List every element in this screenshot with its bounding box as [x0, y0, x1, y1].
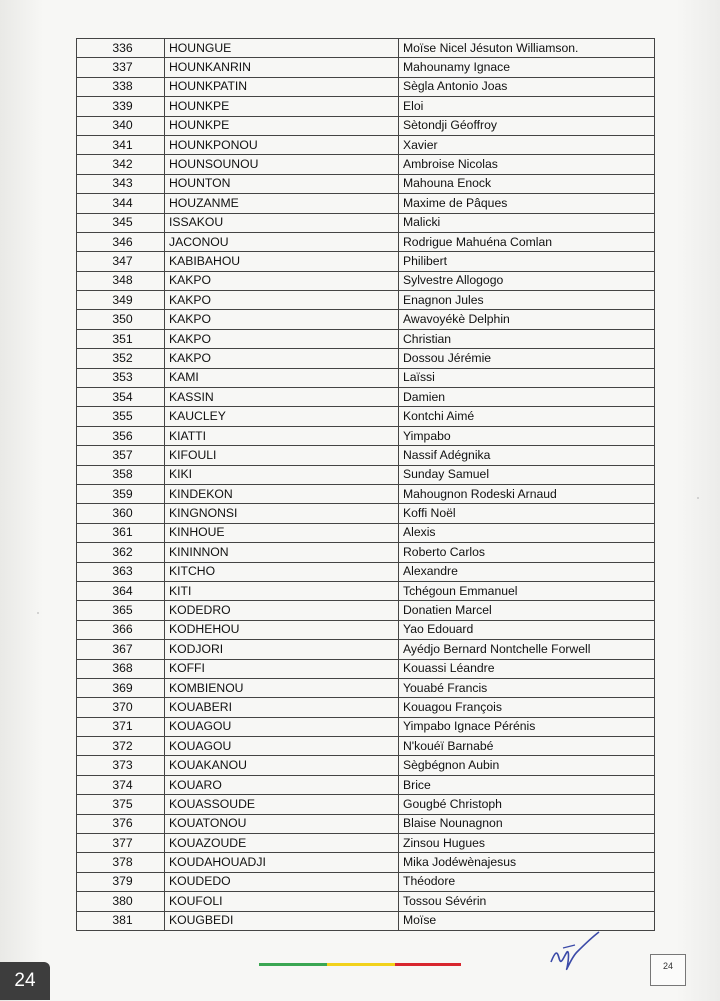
- surname-cell: HOUNKPE: [165, 116, 399, 135]
- surname-cell: KINHOUE: [165, 523, 399, 542]
- table-row: [77, 446, 655, 465]
- given-names-cell: Philibert: [399, 252, 655, 271]
- table-row: [77, 872, 655, 891]
- table-row: [77, 329, 655, 348]
- given-names-cell: Moïse Nicel Jésuton Williamson.: [399, 39, 655, 58]
- viewer-page-badge[interactable]: [0, 962, 50, 1000]
- given-names-cell: Awavoyékè Delphin: [399, 310, 655, 329]
- table-row: [77, 892, 655, 911]
- given-names-cell: Kontchi Aimé: [399, 407, 655, 426]
- table-row: [77, 58, 655, 77]
- surname-cell: KOUATONOU: [165, 814, 399, 833]
- row-number-cell: 350: [77, 310, 165, 329]
- paper-speck: [37, 612, 39, 614]
- surname-cell: KAKPO: [165, 291, 399, 310]
- table-row: [77, 388, 655, 407]
- given-names-cell: Roberto Carlos: [399, 543, 655, 562]
- given-names-cell: N'kouéï Barnabé: [399, 737, 655, 756]
- given-names-cell: Brice: [399, 775, 655, 794]
- signature-mark: [543, 928, 603, 978]
- given-names-cell: Malicki: [399, 213, 655, 232]
- surname-cell: KOFFI: [165, 659, 399, 678]
- row-number-cell: 381: [77, 911, 165, 930]
- row-number-cell: 344: [77, 194, 165, 213]
- table-row: [77, 523, 655, 542]
- surname-cell: KITI: [165, 581, 399, 600]
- roster-body: [77, 39, 655, 931]
- given-names-cell: Rodrigue Mahuéna Comlan: [399, 232, 655, 251]
- paper-speck: [697, 497, 699, 499]
- row-number-cell: 363: [77, 562, 165, 581]
- given-names-cell: Sètondji Géoffroy: [399, 116, 655, 135]
- row-number-cell: 340: [77, 116, 165, 135]
- given-names-cell: Maxime de Pâques: [399, 194, 655, 213]
- given-names-cell: Zinsou Hugues: [399, 834, 655, 853]
- row-number-cell: 376: [77, 814, 165, 833]
- surname-cell: KODEDRO: [165, 601, 399, 620]
- given-names-cell: Gougbé Christoph: [399, 795, 655, 814]
- row-number-cell: 343: [77, 174, 165, 193]
- surname-cell: HOUZANME: [165, 194, 399, 213]
- row-number-cell: 374: [77, 775, 165, 794]
- surname-cell: KOUAGOU: [165, 737, 399, 756]
- surname-cell: KOUGBEDI: [165, 911, 399, 930]
- row-number-cell: 362: [77, 543, 165, 562]
- surname-cell: KAMI: [165, 368, 399, 387]
- surname-cell: KOUDAHOUADJI: [165, 853, 399, 872]
- row-number-cell: 377: [77, 834, 165, 853]
- surname-cell: KOUABERI: [165, 698, 399, 717]
- surname-cell: KASSIN: [165, 388, 399, 407]
- row-number-cell: 347: [77, 252, 165, 271]
- surname-cell: KOUFOLI: [165, 892, 399, 911]
- table-row: [77, 853, 655, 872]
- surname-cell: JACONOU: [165, 232, 399, 251]
- surname-cell: HOUNKPE: [165, 97, 399, 116]
- page-number-box: [650, 954, 686, 986]
- table-row: [77, 271, 655, 290]
- row-number-cell: 336: [77, 39, 165, 58]
- table-row: [77, 97, 655, 116]
- flag-stripe-green: [259, 963, 327, 966]
- table-row: [77, 116, 655, 135]
- surname-cell: KAKPO: [165, 310, 399, 329]
- page-number: 24: [662, 961, 673, 971]
- given-names-cell: Alexis: [399, 523, 655, 542]
- row-number-cell: 342: [77, 155, 165, 174]
- row-number-cell: 355: [77, 407, 165, 426]
- row-number-cell: 345: [77, 213, 165, 232]
- row-number-cell: 354: [77, 388, 165, 407]
- row-number-cell: 372: [77, 737, 165, 756]
- flag-stripe-red: [395, 963, 461, 966]
- row-number-cell: 339: [77, 97, 165, 116]
- surname-cell: KININNON: [165, 543, 399, 562]
- surname-cell: KODHEHOU: [165, 620, 399, 639]
- surname-cell: KIFOULI: [165, 446, 399, 465]
- surname-cell: KOUAZOUDE: [165, 834, 399, 853]
- given-names-cell: Mika Jodéwènajesus: [399, 853, 655, 872]
- row-number-cell: 368: [77, 659, 165, 678]
- table-row: [77, 135, 655, 154]
- table-row: [77, 213, 655, 232]
- surname-cell: HOUNSOUNOU: [165, 155, 399, 174]
- row-number-cell: 349: [77, 291, 165, 310]
- row-number-cell: 359: [77, 484, 165, 503]
- row-number-cell: 380: [77, 892, 165, 911]
- row-number-cell: 379: [77, 872, 165, 891]
- table-row: [77, 717, 655, 736]
- table-row: [77, 737, 655, 756]
- table-row: [77, 504, 655, 523]
- table-row: [77, 426, 655, 445]
- table-row: [77, 562, 655, 581]
- table-row: [77, 465, 655, 484]
- table-row: [77, 407, 655, 426]
- table-row: [77, 252, 655, 271]
- surname-cell: KINDEKON: [165, 484, 399, 503]
- table-row: [77, 659, 655, 678]
- surname-cell: KOUAGOU: [165, 717, 399, 736]
- table-row: [77, 39, 655, 58]
- row-number-cell: 370: [77, 698, 165, 717]
- given-names-cell: Sègbégnon Aubin: [399, 756, 655, 775]
- row-number-cell: 351: [77, 329, 165, 348]
- given-names-cell: Alexandre: [399, 562, 655, 581]
- table-row: [77, 775, 655, 794]
- table-row: [77, 291, 655, 310]
- row-number-cell: 369: [77, 678, 165, 697]
- table-row: [77, 640, 655, 659]
- given-names-cell: Mahouna Enock: [399, 174, 655, 193]
- row-number-cell: 365: [77, 601, 165, 620]
- surname-cell: KIATTI: [165, 426, 399, 445]
- given-names-cell: Blaise Nounagnon: [399, 814, 655, 833]
- given-names-cell: Eloi: [399, 97, 655, 116]
- row-number-cell: 360: [77, 504, 165, 523]
- row-number-cell: 353: [77, 368, 165, 387]
- surname-cell: ISSAKOU: [165, 213, 399, 232]
- row-number-cell: 348: [77, 271, 165, 290]
- surname-cell: KAKPO: [165, 271, 399, 290]
- given-names-cell: Sègla Antonio Joas: [399, 77, 655, 96]
- row-number-cell: 361: [77, 523, 165, 542]
- table-row: [77, 543, 655, 562]
- table-row: [77, 834, 655, 853]
- row-number-cell: 346: [77, 232, 165, 251]
- table-row: [77, 310, 655, 329]
- surname-cell: KODJORI: [165, 640, 399, 659]
- given-names-cell: Christian: [399, 329, 655, 348]
- given-names-cell: Mahougnon Rodeski Arnaud: [399, 484, 655, 503]
- given-names-cell: Ambroise Nicolas: [399, 155, 655, 174]
- given-names-cell: Yimpabo: [399, 426, 655, 445]
- surname-cell: KOUAKANOU: [165, 756, 399, 775]
- given-names-cell: Damien: [399, 388, 655, 407]
- table-row: [77, 232, 655, 251]
- row-number-cell: 341: [77, 135, 165, 154]
- table-row: [77, 678, 655, 697]
- given-names-cell: Laïssi: [399, 368, 655, 387]
- given-names-cell: Sylvestre Allogogo: [399, 271, 655, 290]
- surname-cell: KOUARO: [165, 775, 399, 794]
- given-names-cell: Dossou Jérémie: [399, 349, 655, 368]
- row-number-cell: 357: [77, 446, 165, 465]
- table-row: [77, 756, 655, 775]
- surname-cell: HOUNGUE: [165, 39, 399, 58]
- given-names-cell: Ayédjo Bernard Nontchelle Forwell: [399, 640, 655, 659]
- given-names-cell: Kouassi Léandre: [399, 659, 655, 678]
- row-number-cell: 364: [77, 581, 165, 600]
- given-names-cell: Tchégoun Emmanuel: [399, 581, 655, 600]
- surname-cell: KAKPO: [165, 329, 399, 348]
- given-names-cell: Xavier: [399, 135, 655, 154]
- row-number-cell: 337: [77, 58, 165, 77]
- surname-cell: HOUNKPATIN: [165, 77, 399, 96]
- given-names-cell: Moïse: [399, 911, 655, 930]
- given-names-cell: Yimpabo Ignace Pérénis: [399, 717, 655, 736]
- table-row: [77, 174, 655, 193]
- given-names-cell: Sunday Samuel: [399, 465, 655, 484]
- given-names-cell: Youabé Francis: [399, 678, 655, 697]
- given-names-cell: Nassif Adégnika: [399, 446, 655, 465]
- table-row: [77, 349, 655, 368]
- given-names-cell: Enagnon Jules: [399, 291, 655, 310]
- row-number-cell: 373: [77, 756, 165, 775]
- given-names-cell: Tossou Sévérin: [399, 892, 655, 911]
- table-row: [77, 698, 655, 717]
- given-names-cell: Mahounamy Ignace: [399, 58, 655, 77]
- surname-cell: KOMBIENOU: [165, 678, 399, 697]
- row-number-cell: 375: [77, 795, 165, 814]
- flag-stripe-yellow: [327, 963, 395, 966]
- row-number-cell: 371: [77, 717, 165, 736]
- surname-cell: KIKI: [165, 465, 399, 484]
- row-number-cell: 366: [77, 620, 165, 639]
- table-row: [77, 601, 655, 620]
- roster-table: [76, 38, 655, 931]
- table-row: [77, 77, 655, 96]
- row-number-cell: 356: [77, 426, 165, 445]
- row-number-cell: 358: [77, 465, 165, 484]
- surname-cell: HOUNKPONOU: [165, 135, 399, 154]
- surname-cell: KAUCLEY: [165, 407, 399, 426]
- table-row: [77, 194, 655, 213]
- given-names-cell: Kouagou François: [399, 698, 655, 717]
- row-number-cell: 378: [77, 853, 165, 872]
- table-row: [77, 368, 655, 387]
- given-names-cell: Yao Edouard: [399, 620, 655, 639]
- table-row: [77, 814, 655, 833]
- row-number-cell: 338: [77, 77, 165, 96]
- surname-cell: HOUNTON: [165, 174, 399, 193]
- surname-cell: KOUDEDO: [165, 872, 399, 891]
- surname-cell: KITCHO: [165, 562, 399, 581]
- row-number-cell: 367: [77, 640, 165, 659]
- table-row: [77, 795, 655, 814]
- given-names-cell: Donatien Marcel: [399, 601, 655, 620]
- given-names-cell: Koffi Noël: [399, 504, 655, 523]
- surname-cell: KINGNONSI: [165, 504, 399, 523]
- table-row: [77, 620, 655, 639]
- table-row: [77, 155, 655, 174]
- surname-cell: KOUASSOUDE: [165, 795, 399, 814]
- surname-cell: KABIBAHOU: [165, 252, 399, 271]
- table-row: [77, 581, 655, 600]
- surname-cell: HOUNKANRIN: [165, 58, 399, 77]
- viewer-page-badge-label: 24: [14, 970, 36, 991]
- given-names-cell: Théodore: [399, 872, 655, 891]
- row-number-cell: 352: [77, 349, 165, 368]
- surname-cell: KAKPO: [165, 349, 399, 368]
- table-row: [77, 484, 655, 503]
